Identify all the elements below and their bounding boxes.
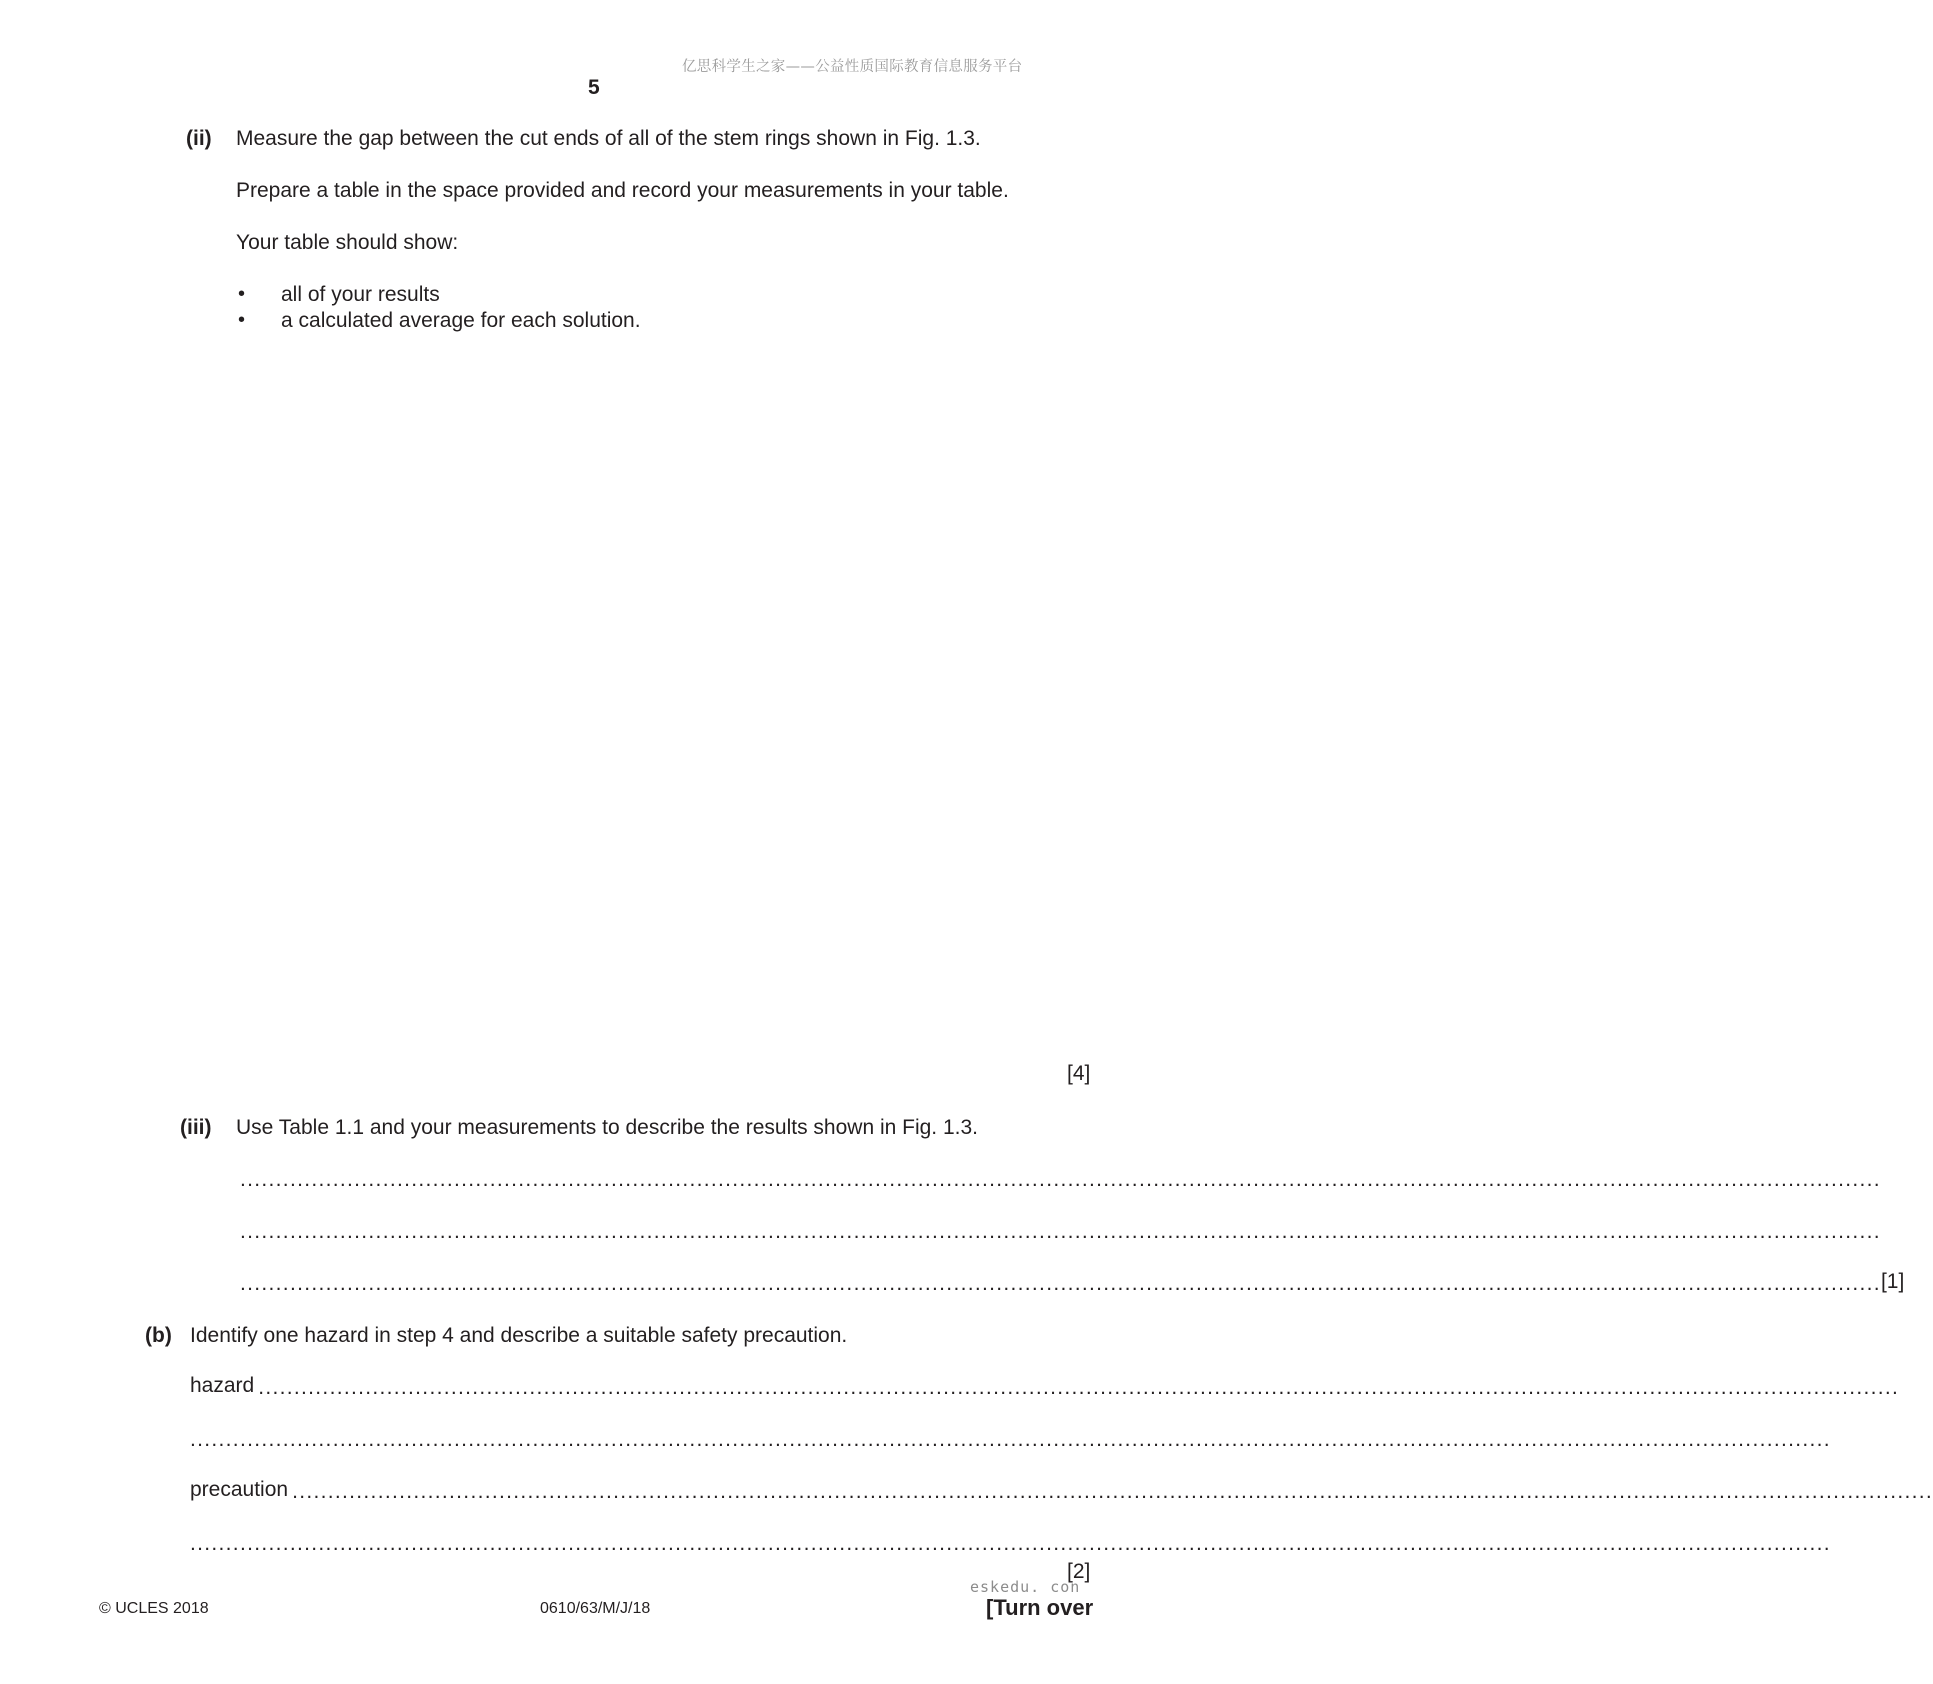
page-number: 5 bbox=[588, 76, 600, 99]
bullet-dot: • bbox=[238, 283, 246, 305]
footer-paper-code: 0610/63/M/J/18 bbox=[540, 1600, 651, 1617]
dotted-leader: ...................................................................................................................................................................................................................................... bbox=[190, 1428, 1831, 1451]
part-ii-instruction: Measure the gap between the cut ends of all of the stem rings shown in Fig. 1.3. bbox=[236, 127, 981, 150]
dotted-leader: ...................................................................................................................................................................................................................................... bbox=[240, 1220, 1881, 1243]
dotted-leader: ...................................................................................................................................................................................................................................... bbox=[190, 1532, 1831, 1555]
footer-copyright: © UCLES 2018 bbox=[99, 1600, 209, 1617]
part-ii-marks: [4] bbox=[1067, 1062, 1091, 1085]
part-iii-marks: [1] bbox=[1880, 1270, 1905, 1293]
dotted-leader: ...................................................................................................................................................................................................................................... bbox=[240, 1272, 1881, 1295]
part-iii-instruction: Use Table 1.1 and your measurements to describe the results shown in Fig. 1.3. bbox=[236, 1116, 979, 1139]
hazard-answer-line[interactable] bbox=[190, 1374, 1900, 1399]
part-b-instruction: Identify one hazard in step 4 and describe a suitable safety precaution. bbox=[190, 1324, 848, 1347]
turn-over-label: [Turn over bbox=[986, 1595, 1094, 1620]
part-ii-label: (ii) bbox=[186, 127, 212, 150]
part-b-marks: [2] bbox=[1067, 1560, 1091, 1583]
watermark-text: 亿思科学生之家——公益性质国际教育信息服务平台 bbox=[682, 59, 1023, 75]
part-ii-prepare: Prepare a table in the space provided and record your measurements in your table. bbox=[236, 179, 1009, 202]
precaution-answer-line-2[interactable] bbox=[190, 1532, 1831, 1555]
bullet-item: a calculated average for each solution. bbox=[281, 309, 641, 332]
precaution-label: precaution bbox=[190, 1478, 289, 1501]
bullet-dot: • bbox=[238, 309, 246, 331]
answer-line-iii-1[interactable] bbox=[240, 1168, 1881, 1191]
part-b-label: (b) bbox=[145, 1324, 172, 1347]
site-watermark: eskedu. con bbox=[970, 1578, 1081, 1596]
answer-line-iii-3[interactable] bbox=[240, 1270, 1905, 1295]
answer-line-iii-2[interactable] bbox=[240, 1220, 1881, 1243]
dotted-leader: ...................................................................................................................................................................................................................................... bbox=[240, 1168, 1881, 1191]
bullet-item: all of your results bbox=[281, 283, 440, 306]
dotted-leader: ...................................................................................................................................................................................................................................... bbox=[258, 1376, 1900, 1399]
hazard-answer-line-2[interactable] bbox=[190, 1428, 1831, 1451]
part-iii-label: (iii) bbox=[180, 1116, 212, 1139]
part-ii-should-show: Your table should show: bbox=[236, 231, 459, 254]
precaution-answer-line[interactable] bbox=[190, 1478, 1933, 1503]
dotted-leader: ...................................................................................................................................................................................................................................... bbox=[292, 1480, 1933, 1503]
hazard-label: hazard bbox=[190, 1374, 255, 1397]
